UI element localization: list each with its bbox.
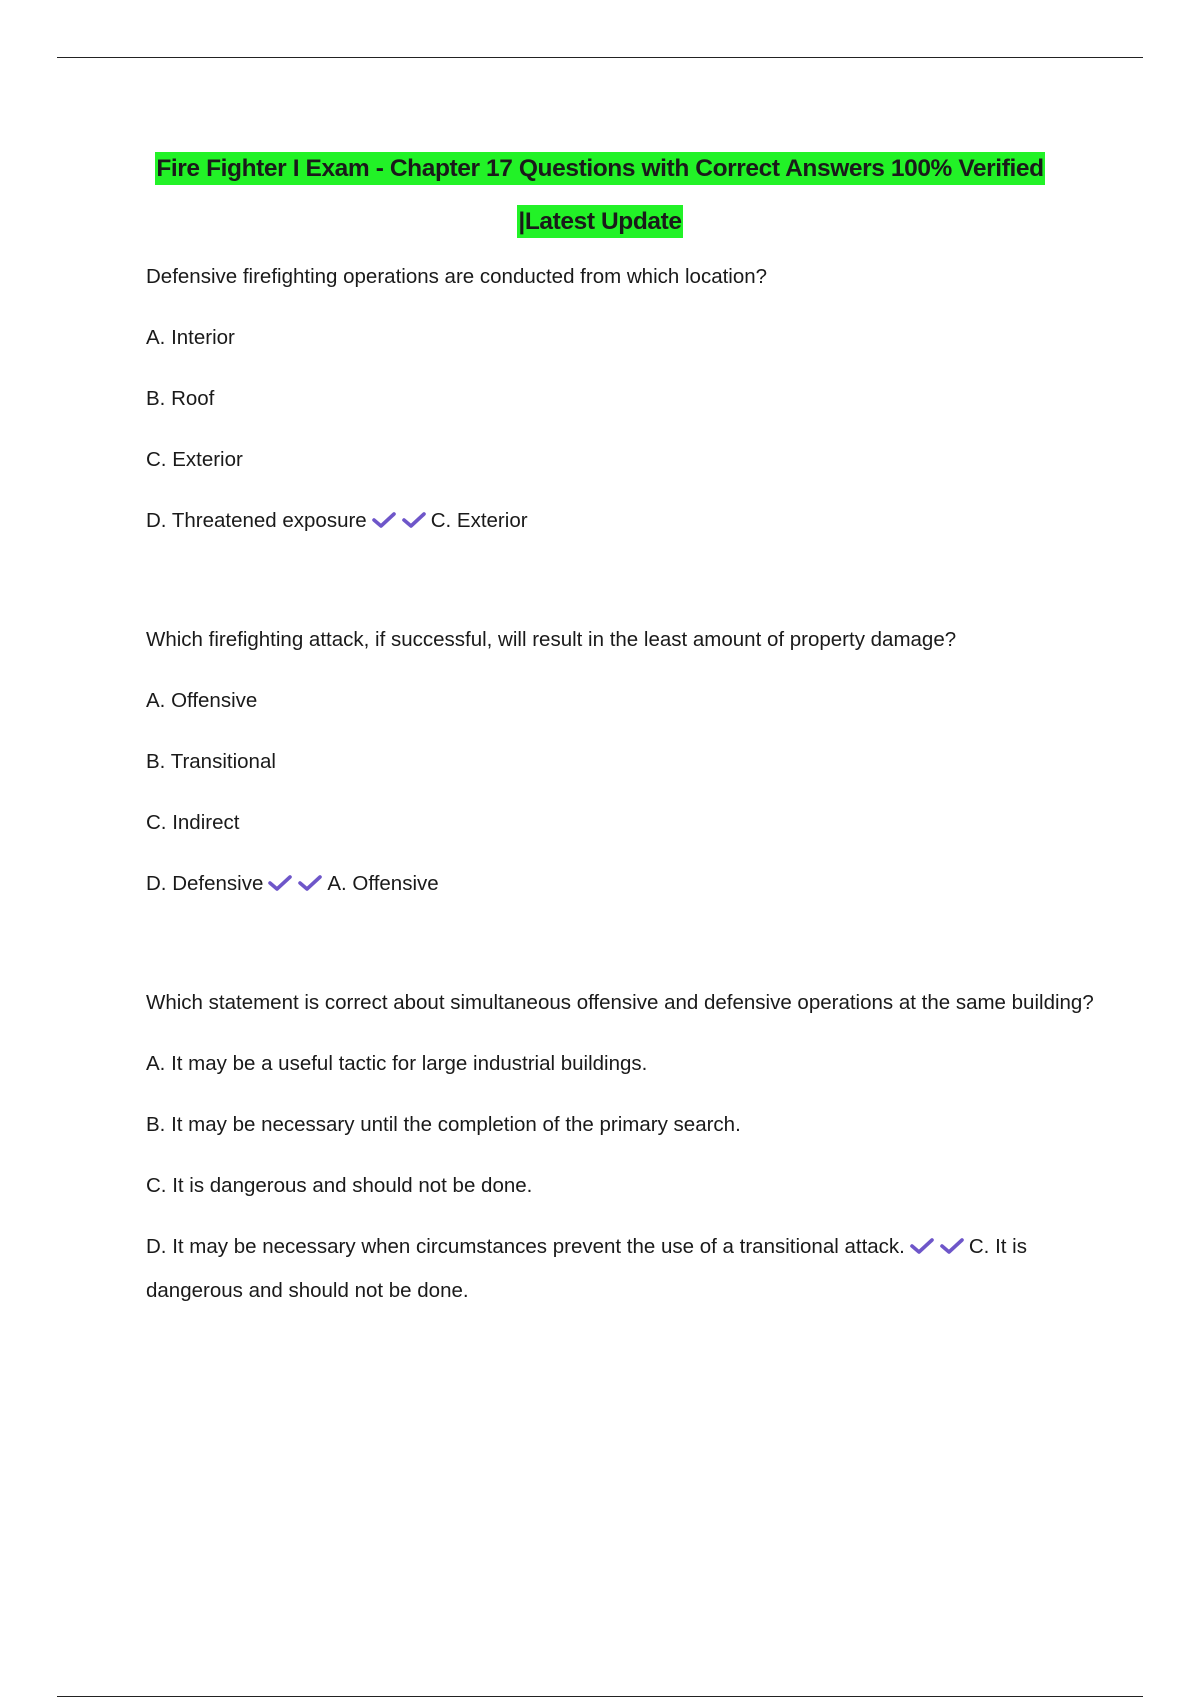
question-list [146, 255, 1096, 1330]
question-text: Which firefighting attack, if successful, will result in the least amount of property damage? [146, 628, 957, 651]
option-a: A. Offensive [146, 689, 258, 712]
correct-answer: A. Offensive [327, 872, 439, 895]
option-d-with-answer [146, 862, 1096, 906]
question-block [146, 981, 1096, 1313]
question-text: Which statement is correct about simultaneous offensive and defensive operations at the same building? [146, 991, 1094, 1014]
option-c: C. Exterior [146, 448, 243, 471]
checkmark-icon [939, 1237, 965, 1255]
option-a: A. It may be a useful tactic for large industrial buildings. [146, 1052, 648, 1075]
correct-answer: C. Exterior [430, 509, 528, 532]
question-block [146, 618, 1096, 906]
checkmark-icon [297, 874, 323, 892]
option-d-with-answer [146, 499, 1096, 543]
option-c: C. It is dangerous and should not be done. [146, 1174, 533, 1197]
title-line-1: Fire Fighter I Exam - Chapter 17 Questions with Correct Answers 100% Verified [155, 152, 1044, 185]
bottom-rule [57, 1696, 1143, 1697]
option-b: B. It may be necessary until the completion of the primary search. [146, 1113, 741, 1136]
title-line-2: |Latest Update [517, 205, 682, 238]
document-title [80, 142, 1120, 248]
option-d: D. It may be necessary when circumstances prevent the use of a transitional attack. [146, 1235, 905, 1258]
checkmark-icon [401, 511, 427, 529]
option-d: D. Threatened exposure [146, 509, 367, 532]
option-c: C. Indirect [146, 811, 240, 834]
option-b: B. Transitional [146, 750, 276, 773]
option-a: A. Interior [146, 326, 235, 349]
checkmark-icon [267, 874, 293, 892]
option-d: D. Defensive [146, 872, 264, 895]
option-d-with-answer [146, 1225, 1096, 1313]
question-text: Defensive firefighting operations are conducted from which location? [146, 265, 768, 288]
option-b: B. Roof [146, 387, 215, 410]
checkmark-icon [371, 511, 397, 529]
checkmark-icon [909, 1237, 935, 1255]
correct-answer: C. It is dangerous and should not be done. [146, 1235, 1027, 1302]
question-block [146, 255, 1096, 543]
top-rule [57, 57, 1143, 58]
